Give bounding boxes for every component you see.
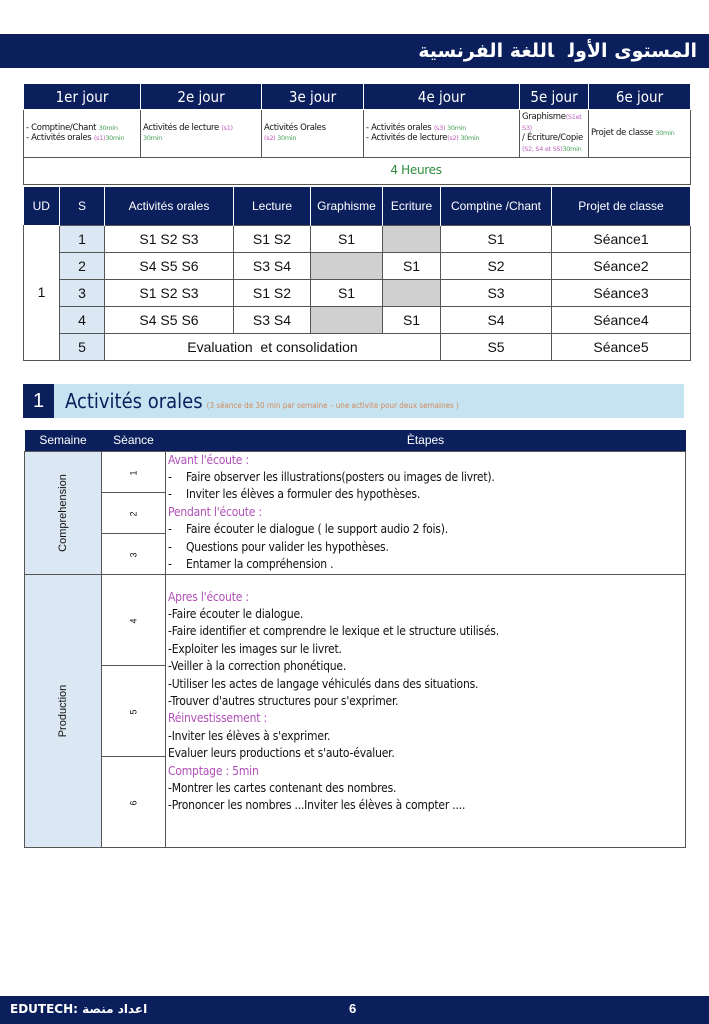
session-number: 5 bbox=[60, 333, 105, 360]
cell-lecture: S1 S2 bbox=[234, 279, 311, 306]
section-title-text: Activités orales bbox=[65, 389, 203, 413]
cell-orales: S1 S2 S3 bbox=[105, 225, 234, 252]
step-item: -Trouver d'autres structures pour s'exprimer. bbox=[168, 693, 399, 708]
cell-projet: Séance3 bbox=[552, 279, 691, 306]
step-item: -Veiller à la correction phonétique. bbox=[168, 659, 347, 674]
activity-line bbox=[366, 133, 517, 144]
step-text: Inviter les élèves a formuler des hypothèses. bbox=[186, 487, 421, 502]
step-item bbox=[168, 556, 685, 573]
session-ref: (S1et S3) bbox=[522, 113, 582, 132]
seance-cell bbox=[102, 451, 166, 492]
activity-line bbox=[522, 133, 586, 144]
day-header: 2e jour bbox=[141, 84, 262, 110]
activities-header-row bbox=[25, 430, 686, 451]
bullet-dash: - bbox=[168, 539, 172, 554]
footer-bar bbox=[0, 996, 709, 1024]
activity-name: Activités de lecture bbox=[143, 122, 222, 133]
duration: 30min bbox=[562, 144, 582, 153]
activity-name: - Activités de lecture bbox=[366, 133, 448, 144]
ud-header-row bbox=[24, 187, 691, 225]
day-activities bbox=[364, 110, 520, 158]
step-item bbox=[168, 486, 685, 503]
step-text: Entamer la compréhension . bbox=[186, 556, 334, 571]
day-activities bbox=[262, 110, 364, 158]
ud-row bbox=[24, 225, 691, 252]
activity-line bbox=[522, 112, 586, 133]
ud-header: Ecriture bbox=[383, 187, 441, 225]
activities-header: Ètapes bbox=[166, 430, 686, 451]
schedule-header-row bbox=[24, 84, 691, 110]
cell-orales: S1 S2 S3 bbox=[105, 279, 234, 306]
activity-line bbox=[26, 133, 138, 144]
seance-cell bbox=[102, 574, 166, 665]
step-heading: Pendant l'écoute : bbox=[168, 504, 262, 519]
seance-cell bbox=[102, 665, 166, 756]
activities-header: Sèance bbox=[102, 430, 166, 451]
step-text: Questions pour valider les hypothèses. bbox=[186, 539, 389, 554]
activities-row bbox=[25, 574, 686, 665]
header-subject: اللغة الفرنسية bbox=[418, 40, 554, 62]
step-item: -Faire identifier et comprendre le lexique et le structure utilisés. bbox=[168, 624, 499, 639]
cell-comptine: S1 bbox=[441, 225, 552, 252]
duration: 30min bbox=[458, 134, 480, 143]
session-number: 2 bbox=[60, 252, 105, 279]
session-number: 4 bbox=[60, 306, 105, 333]
step-item: -Montrer les cartes contenant des nombres. bbox=[168, 780, 397, 795]
seance-number: 3 bbox=[128, 551, 139, 558]
day-activities bbox=[141, 110, 262, 158]
ud-row bbox=[24, 333, 691, 360]
cell-ecriture: S1 bbox=[383, 306, 441, 333]
step-item: Evaluer leurs productions et s'auto-évaluer. bbox=[168, 746, 395, 761]
ud-header: Comptine /Chant bbox=[441, 187, 552, 225]
step-heading: Comptage : 5min bbox=[168, 763, 259, 778]
day-header: 1er jour bbox=[24, 84, 141, 110]
seance-cell bbox=[102, 756, 166, 847]
week-label: Production bbox=[57, 684, 69, 737]
session-ref: (s3) bbox=[433, 123, 446, 132]
activities-row bbox=[25, 451, 686, 492]
seance-cell bbox=[102, 533, 166, 574]
ud-header: Graphisme bbox=[311, 187, 383, 225]
session-ref: (s2) bbox=[447, 134, 459, 143]
schedule-total-row bbox=[24, 157, 691, 184]
cell-comptine: S3 bbox=[441, 279, 552, 306]
ud-header: Lecture bbox=[234, 187, 311, 225]
ud-row bbox=[24, 306, 691, 333]
cell-orales: S4 S5 S6 bbox=[105, 306, 234, 333]
step-heading: Réinvestissement : bbox=[168, 711, 267, 726]
session-ref: (s1) bbox=[221, 123, 233, 132]
bullet-dash: - bbox=[168, 487, 172, 502]
cell-ecriture-empty bbox=[383, 279, 441, 306]
seance-cell bbox=[102, 492, 166, 533]
session-ref: (s2) bbox=[264, 134, 276, 143]
ud-header: Projet de classe bbox=[552, 187, 691, 225]
schedule-content-row bbox=[24, 110, 691, 158]
week-label: Comprehension bbox=[57, 473, 69, 552]
total-hours: 4 Heures bbox=[24, 157, 691, 184]
header-level: المستوى الأول bbox=[567, 40, 697, 62]
cell-graphisme: S1 bbox=[311, 225, 383, 252]
step-text: Faire écouter le dialogue ( le support audio 2 fois). bbox=[186, 522, 448, 537]
ud-row bbox=[24, 279, 691, 306]
activity-line bbox=[264, 133, 361, 144]
activity-name: - Activités orales bbox=[366, 122, 434, 133]
duration: 30min bbox=[98, 123, 118, 132]
activity-line bbox=[366, 123, 517, 134]
header-bar bbox=[0, 34, 709, 68]
cell-comptine: S4 bbox=[441, 306, 552, 333]
page-number: 6 bbox=[349, 1001, 357, 1016]
cell-lecture: S3 S4 bbox=[234, 252, 311, 279]
seance-number: 5 bbox=[128, 708, 139, 715]
step-item: -Exploiter les images sur le livret. bbox=[168, 641, 342, 656]
day-header: 5e jour bbox=[520, 84, 589, 110]
section-title bbox=[65, 389, 459, 413]
duration: 30min bbox=[105, 134, 125, 143]
seance-number: 4 bbox=[128, 617, 139, 624]
activity-line bbox=[522, 144, 586, 155]
cell-graphisme-empty bbox=[311, 252, 383, 279]
cell-projet: Séance2 bbox=[552, 252, 691, 279]
session-ref: (S2, S4 et S5) bbox=[522, 144, 563, 153]
session-ref: (s1) bbox=[93, 134, 106, 143]
cell-projet: Séance4 bbox=[552, 306, 691, 333]
seance-number: 2 bbox=[128, 510, 139, 517]
activities-table bbox=[24, 430, 686, 848]
bullet-dash: - bbox=[168, 469, 172, 484]
activity-name: - Activités orales bbox=[26, 133, 94, 144]
cell-projet: Séance1 bbox=[552, 225, 691, 252]
duration: 30min bbox=[445, 123, 467, 132]
activity-name: Projet de classe bbox=[591, 127, 656, 138]
cell-evaluation: Evaluation et consolidation bbox=[105, 333, 441, 360]
session-number: 1 bbox=[60, 225, 105, 252]
cell-lecture: S1 S2 bbox=[234, 225, 311, 252]
step-heading: Apres l'écoute : bbox=[168, 589, 249, 604]
cell-lecture: S3 S4 bbox=[234, 306, 311, 333]
header-title bbox=[404, 40, 697, 62]
ud-row bbox=[24, 252, 691, 279]
seance-number: 1 bbox=[128, 469, 139, 476]
section-number: 1 bbox=[23, 384, 54, 418]
activity-name: / Écriture/Copie bbox=[522, 133, 583, 144]
step-item bbox=[168, 539, 685, 556]
steps-comprehension bbox=[166, 451, 686, 574]
cell-graphisme: S1 bbox=[311, 279, 383, 306]
activities-header: Semaine bbox=[25, 430, 102, 451]
activity-line bbox=[26, 123, 138, 134]
day-activities bbox=[589, 110, 691, 158]
cell-ecriture: S1 bbox=[383, 252, 441, 279]
bullet-dash: - bbox=[168, 522, 172, 537]
cell-projet: Séance5 bbox=[552, 333, 691, 360]
steps-production bbox=[166, 574, 686, 847]
step-text: Faire observer les illustrations(posters ou images de livret). bbox=[186, 469, 495, 484]
activity-line bbox=[264, 123, 361, 134]
step-item: -Faire écouter le dialogue. bbox=[168, 606, 304, 621]
cell-graphisme-empty bbox=[311, 306, 383, 333]
activity-line bbox=[143, 133, 259, 144]
duration: 30min bbox=[143, 134, 163, 143]
step-item bbox=[168, 469, 685, 486]
section-subtitle: (3 séance de 30 min par semaine – une activite pour deux semaines ) bbox=[206, 401, 459, 410]
activity-name: Activités Orales bbox=[264, 122, 326, 133]
week-production bbox=[25, 574, 102, 847]
ud-number: 1 bbox=[24, 225, 60, 360]
cell-comptine: S5 bbox=[441, 333, 552, 360]
activity-line bbox=[591, 128, 688, 139]
step-item: -Inviter les élèves à s'exprimer. bbox=[168, 728, 331, 743]
ud-header: Activités orales bbox=[105, 187, 234, 225]
duration: 30min bbox=[655, 128, 675, 137]
footer-credit: EDUTECH: اعداد منصة bbox=[10, 1002, 148, 1016]
day-activities bbox=[520, 110, 589, 158]
step-item: -Prononcer les nombres ...Inviter les élèves à compter .... bbox=[168, 798, 466, 813]
cell-ecriture-empty bbox=[383, 225, 441, 252]
section-header bbox=[23, 384, 684, 418]
ud-header: UD bbox=[24, 187, 60, 225]
day-header: 6e jour bbox=[589, 84, 691, 110]
week-comprehension bbox=[25, 451, 102, 574]
day-header: 3e jour bbox=[262, 84, 364, 110]
activity-name: Graphisme bbox=[522, 112, 566, 122]
weekly-schedule-table bbox=[23, 83, 691, 185]
day-header: 4e jour bbox=[364, 84, 520, 110]
duration: 30min bbox=[275, 134, 297, 143]
bullet-dash: - bbox=[168, 556, 172, 571]
day-activities bbox=[24, 110, 141, 158]
step-heading: Avant l'écoute : bbox=[168, 452, 249, 467]
seance-number: 6 bbox=[128, 799, 139, 806]
activity-name: - Comptine/Chant bbox=[26, 122, 99, 133]
step-item bbox=[168, 521, 685, 538]
cell-orales: S4 S5 S6 bbox=[105, 252, 234, 279]
ud-table bbox=[23, 187, 691, 361]
ud-header: S bbox=[60, 187, 105, 225]
cell-comptine: S2 bbox=[441, 252, 552, 279]
step-item: -Utiliser les actes de langage véhiculés dans des situations. bbox=[168, 676, 479, 691]
activity-line bbox=[143, 123, 259, 134]
session-number: 3 bbox=[60, 279, 105, 306]
